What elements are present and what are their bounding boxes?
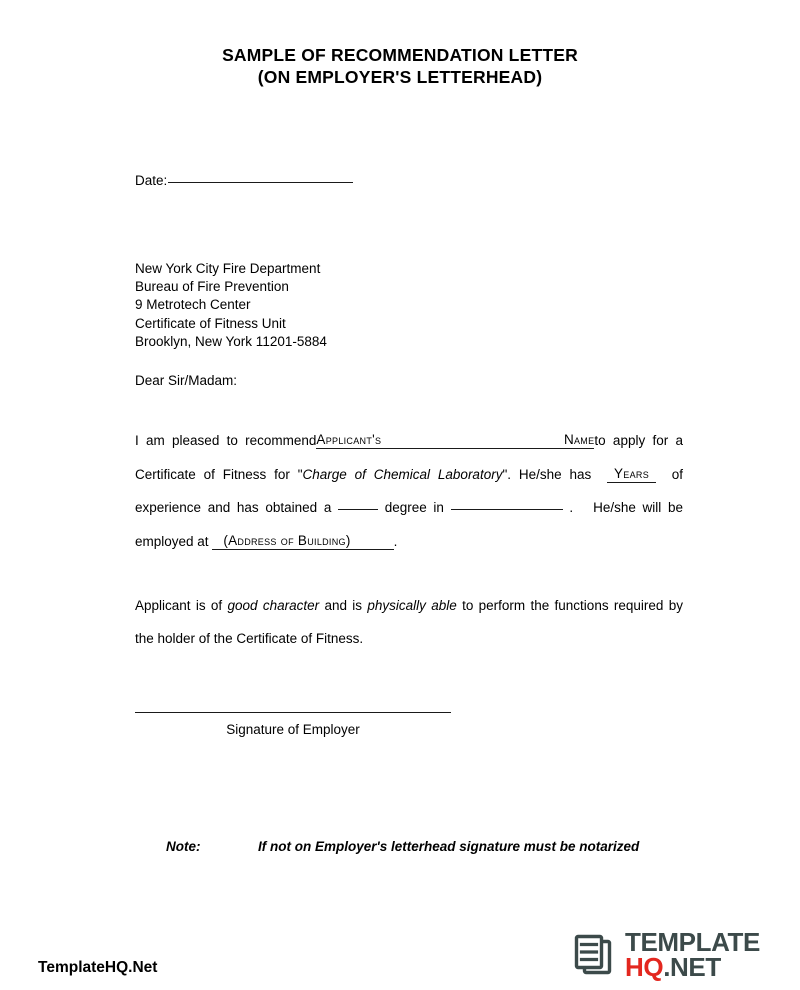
paragraph1-line-2 xyxy=(135,458,683,492)
signature-caption: Signature of Employer xyxy=(226,722,360,737)
certificate-title: Charge of Chemical Laboratory xyxy=(302,466,503,482)
line1-suffix: to apply for a xyxy=(594,433,683,448)
page-title xyxy=(0,44,800,88)
templatehq-logo xyxy=(572,927,760,982)
logo-net: .NET xyxy=(663,952,721,982)
address-line: Brooklyn, New York 11201-5884 xyxy=(135,333,327,349)
body-paragraph-1 xyxy=(135,424,683,558)
paragraph1-line-4 xyxy=(135,525,683,559)
line2-suffix: of xyxy=(671,466,683,482)
recipient-address xyxy=(135,260,327,351)
degree-level-blank[interactable] xyxy=(338,509,378,510)
logo-line-template: TEMPLATE xyxy=(625,927,760,957)
note-row xyxy=(166,838,639,856)
years-blank[interactable]: Years xyxy=(607,465,656,483)
logo-hq: HQ xyxy=(625,952,664,982)
footer-site-name: TemplateHQ.Net xyxy=(38,959,158,976)
logo-line-hq-net xyxy=(625,952,760,982)
address-line: Bureau of Fire Prevention xyxy=(135,279,289,295)
paragraph1-line-3 xyxy=(135,491,683,525)
signature-line[interactable] xyxy=(135,712,451,713)
address-line: New York City Fire Department xyxy=(135,261,321,276)
line3-suffix: He/she will be xyxy=(593,500,683,515)
logo-wordmark xyxy=(625,927,760,982)
signature-area xyxy=(135,712,451,738)
p2-line1-prefix: Applicant is of xyxy=(135,598,223,613)
title-line-2: (ON EMPLOYER'S LETTERHEAD) xyxy=(257,67,543,87)
line3-prefix: experience and has obtained a xyxy=(135,500,332,515)
salutation: Dear Sir/Madam: xyxy=(135,373,238,388)
date-blank[interactable] xyxy=(168,182,353,183)
degree-field-blank[interactable] xyxy=(451,509,563,510)
documents-icon xyxy=(572,932,616,978)
date-row xyxy=(135,172,353,190)
title-line-1: SAMPLE OF RECOMMENDATION LETTER xyxy=(222,45,578,65)
p2-line1-mid: and is xyxy=(324,598,363,613)
paragraph2-line-1 xyxy=(135,589,683,622)
building-address-label: (Address of Building) xyxy=(223,532,351,548)
line3-mid: degree in xyxy=(384,500,444,515)
building-address-blank[interactable] xyxy=(212,532,393,550)
body-paragraph-2 xyxy=(135,589,683,655)
p2-line1-suffix: to perform the functions required by xyxy=(462,598,683,613)
line3-punct: . xyxy=(569,500,574,515)
date-label: Date: xyxy=(135,173,168,188)
paragraph2-line-2: the holder of the Certificate of Fitness. xyxy=(135,631,364,646)
emphasis-physically-able: physically able xyxy=(367,598,457,613)
line4-suffix: . xyxy=(393,533,398,549)
applicant-name-blank[interactable]: Applicant's Name xyxy=(316,432,595,447)
paragraph1-line-1 xyxy=(135,424,683,458)
line2-prefix: Certificate of Fitness for " xyxy=(135,466,303,482)
note-text: If not on Employer's letterhead signature must be notarized xyxy=(258,839,640,854)
line4-prefix: employed at xyxy=(135,533,209,549)
address-line: Certificate of Fitness Unit xyxy=(135,315,286,331)
address-line: 9 Metrotech Center xyxy=(135,297,251,313)
line1-prefix: I am pleased to recommend xyxy=(135,433,317,448)
emphasis-good-character: good character xyxy=(227,598,320,613)
note-label: Note: xyxy=(166,839,201,854)
line2-mid: ". He/she has xyxy=(502,466,592,482)
